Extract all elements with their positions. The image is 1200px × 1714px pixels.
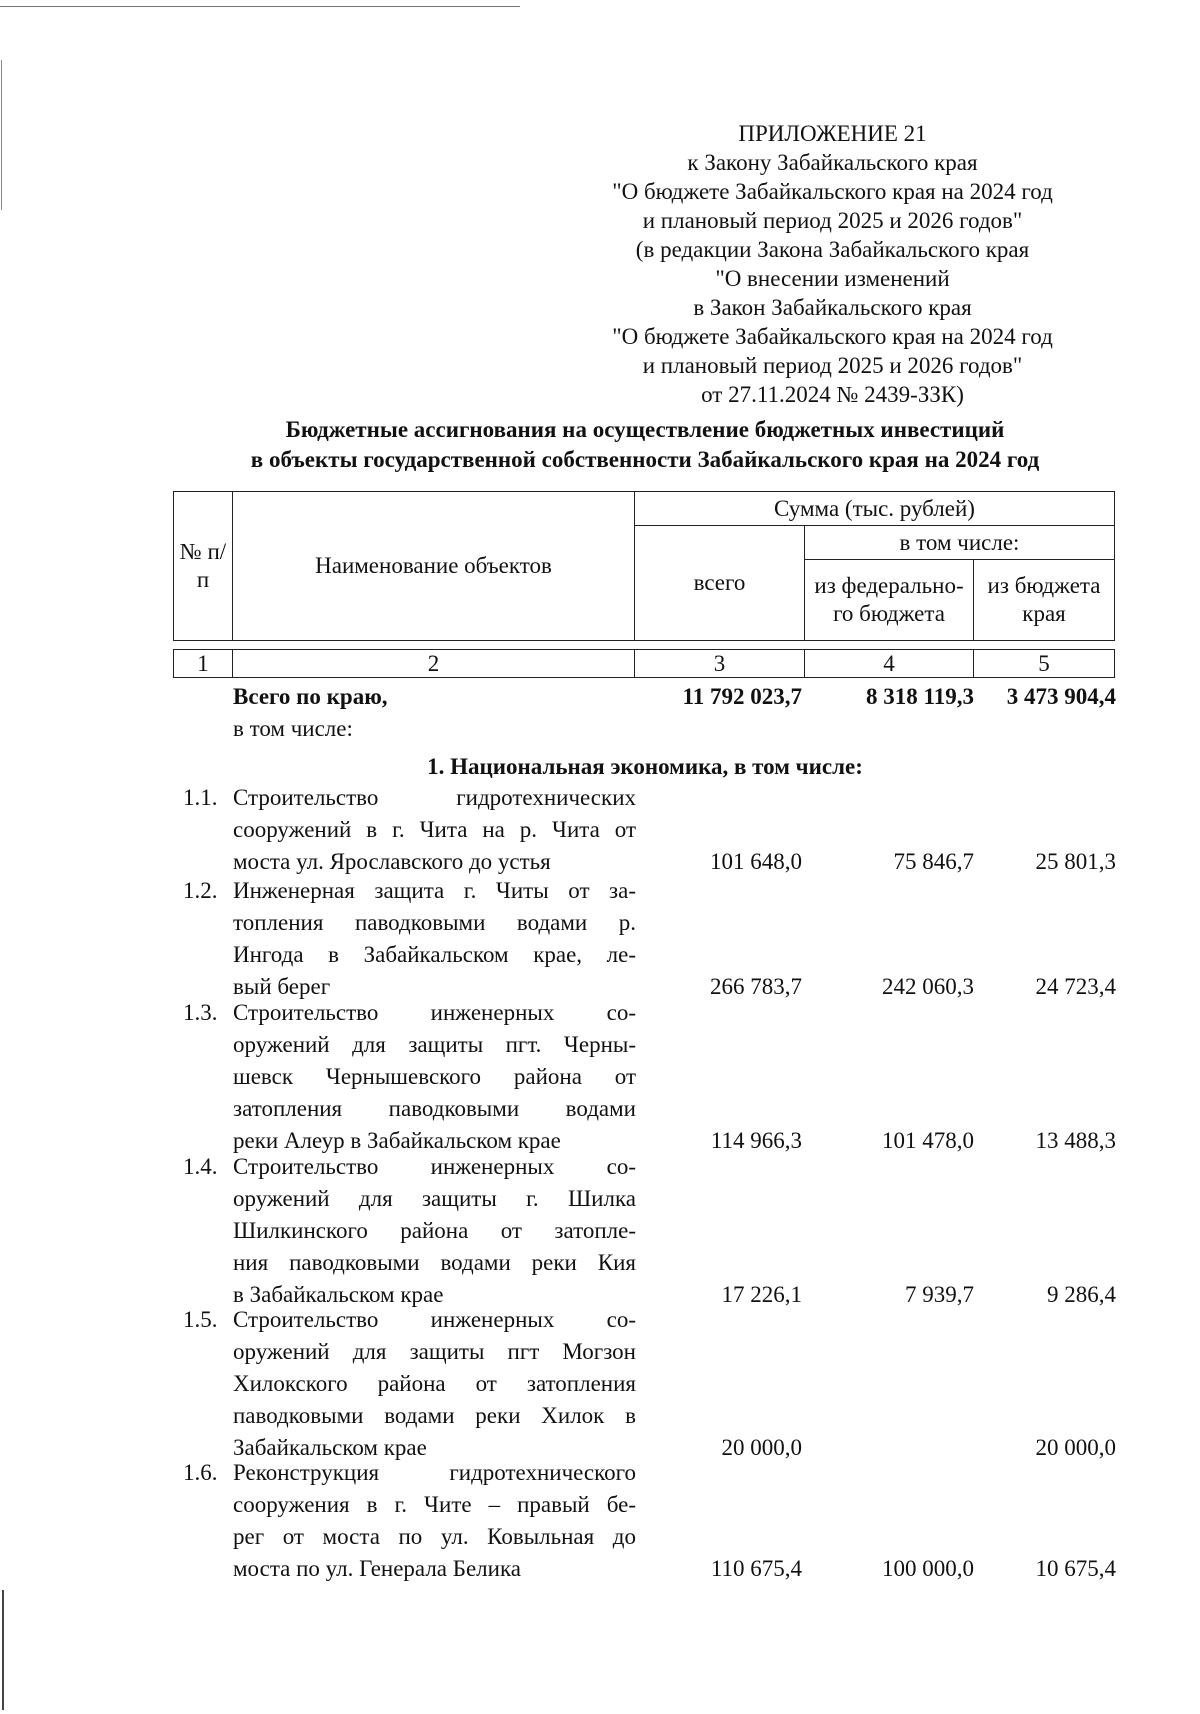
row-name-line: затопления паводковыми водами [233, 1096, 636, 1121]
header-total-col: всего [635, 526, 805, 641]
section-title: 1. Национальная экономика, в том числе: [427, 754, 863, 779]
row-number: 1.1. [183, 785, 218, 810]
row-name-line: в Забайкальском крае [233, 1282, 444, 1307]
row-total: 101 648,0 [710, 849, 802, 874]
row-name-line: паводковыми водами реки Хилок в [233, 1403, 636, 1428]
row-fed: 100 000,0 [882, 1556, 974, 1581]
total-row [0, 682, 1200, 712]
including-note: в том числе: [233, 716, 353, 741]
row-name [233, 1305, 636, 1465]
row-name-line: сооружений в г. Чита на р. Чита от [233, 817, 636, 842]
table-column-numbers [173, 649, 1115, 678]
row-name-line: ния паводковыми водами реки Кия [233, 1250, 636, 1275]
row-fed: 7 939,7 [905, 1282, 974, 1307]
row-name-line: моста по ул. Генерала Белика [233, 1556, 522, 1581]
row-number: 1.2. [183, 878, 218, 903]
row-name-line: Реконструкция гидротехнического [233, 1460, 636, 1485]
row-name-line: оружений для защиты пгт Могзон [233, 1339, 636, 1364]
appendix-line: к Закону Забайкальского края [687, 150, 978, 175]
header-reg-col: из бюджета края [974, 560, 1115, 641]
appendix-line: в Закон Забайкальского края [693, 295, 972, 320]
row-name-line: Хилокского района от затопления [233, 1371, 636, 1396]
header-num-col: № п/п [174, 492, 233, 641]
row-reg: 25 801,3 [1035, 849, 1116, 874]
row-name-line: оружений для защиты пгт. Черны- [233, 1032, 636, 1057]
appendix-line: и плановый период 2025 и 2026 годов" [642, 208, 1023, 233]
title-line-2: в объекты государственной собственности Забайкальского края на 2024 год [250, 447, 1040, 472]
row-name-line: Ингода в Забайкальском крае, ле- [233, 942, 636, 967]
row-name-line: Строительство инженерных со- [233, 1000, 636, 1025]
appendix-line: "О бюджете Забайкальского края на 2024 год [612, 179, 1053, 204]
row-reg: 24 723,4 [1035, 974, 1116, 999]
row-name-line: топления паводковыми водами р. [233, 910, 636, 935]
row-fed: 242 060,3 [882, 974, 974, 999]
row-name-line: шевск Чернышевского района от [233, 1064, 636, 1089]
appendix-line: (в редакции Закона Забайкальского края [635, 237, 1030, 262]
scan-artifact-line [0, 6, 520, 7]
row-name [233, 1152, 636, 1312]
col-number: 2 [233, 650, 635, 678]
row-number: 1.6. [183, 1460, 218, 1485]
row-total: 17 226,1 [721, 1282, 802, 1307]
appendix-header [590, 119, 1075, 409]
row-name-line: рег от моста по ул. Ковыльная до [233, 1524, 636, 1549]
row-name-line: Шилкинского района от затопле- [233, 1218, 636, 1243]
row-number: 1.4. [183, 1154, 218, 1179]
table-header [173, 491, 1115, 641]
row-name-line: Забайкальском крае [233, 1435, 427, 1460]
row-name-line: моста ул. Ярославского до устья [233, 849, 551, 874]
row-reg: 13 488,3 [1035, 1128, 1116, 1153]
row-number: 1.5. [183, 1307, 218, 1332]
title-line-1: Бюджетные ассигнования на осуществление бюджетных инвестиций [285, 417, 1005, 442]
row-name [233, 876, 636, 1004]
row-fed: 75 846,7 [893, 849, 974, 874]
row-name [233, 1458, 636, 1586]
row-name-line: оружений для защиты г. Шилка [233, 1186, 636, 1211]
row-name-line: Строительство инженерных со- [233, 1307, 636, 1332]
header-incl-group: в том числе: [805, 526, 1115, 560]
total-label: Всего по краю, [233, 684, 388, 709]
appendix-line: и плановый период 2025 и 2026 годов" [642, 353, 1023, 378]
row-name [233, 783, 636, 879]
row-reg: 10 675,4 [1035, 1556, 1116, 1581]
row-name-line: вый берег [233, 974, 331, 999]
document-title [170, 415, 1120, 475]
row-total: 110 675,4 [710, 1556, 802, 1581]
col-number: 5 [974, 650, 1115, 678]
col-number: 1 [174, 650, 233, 678]
appendix-line: "О внесении изменений [715, 266, 950, 291]
row-total: 114 966,3 [710, 1128, 802, 1153]
row-name [233, 998, 636, 1158]
col-number: 3 [635, 650, 805, 678]
row-fed: 101 478,0 [882, 1128, 974, 1153]
header-sum-group: Сумма (тыс. рублей) [635, 492, 1115, 526]
row-name-line: реки Алеур в Забайкальском крае [233, 1128, 561, 1153]
total-fed: 8 318 119,3 [866, 684, 974, 709]
scan-artifact-line [2, 1590, 4, 1710]
row-name-line: сооружения в г. Чите – правый бе- [233, 1492, 636, 1517]
appendix-line: от 27.11.2024 № 2439-ЗЗК) [701, 382, 964, 407]
row-name-line: Строительство инженерных со- [233, 1154, 636, 1179]
row-reg: 9 286,4 [1047, 1282, 1116, 1307]
row-total: 20 000,0 [721, 1435, 802, 1460]
row-number: 1.3. [183, 1000, 218, 1025]
row-reg: 20 000,0 [1035, 1435, 1116, 1460]
total-reg: 3 473 904,4 [1006, 684, 1116, 709]
row-name-line: Строительство гидротехнических [233, 785, 636, 810]
row-name-line: Инженерная защита г. Читы от за- [233, 878, 636, 903]
total-sum: 11 792 023,7 [682, 684, 802, 709]
header-fed-col: из федерально-го бюджета [805, 560, 974, 641]
appendix-line: ПРИЛОЖЕНИЕ 21 [738, 121, 927, 146]
header-name-col: Наименование объектов [233, 492, 635, 641]
row-total: 266 783,7 [710, 974, 802, 999]
col-number: 4 [805, 650, 974, 678]
scan-artifact-line [1, 60, 2, 210]
appendix-line: "О бюджете Забайкальского края на 2024 год [612, 324, 1053, 349]
